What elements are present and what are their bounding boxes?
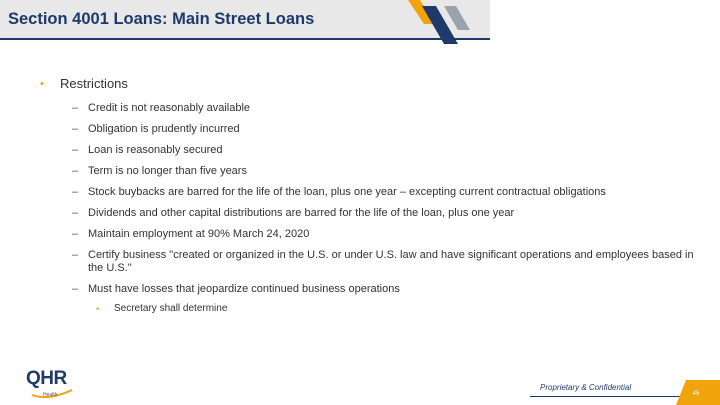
list-item <box>40 123 710 136</box>
list-item <box>40 186 710 199</box>
list-item-text: Stock buybacks are barred for the life of the loan, plus one year – excepting current contractual obligations <box>88 186 606 198</box>
list-item <box>40 207 710 220</box>
dash-icon: – <box>72 165 79 177</box>
logo-wordmark: QHR <box>26 368 67 389</box>
dash-icon: – <box>72 207 79 219</box>
footer-divider <box>530 396 680 397</box>
confidential-label: Proprietary & Confidential <box>540 383 632 392</box>
dash-icon: – <box>72 283 79 295</box>
list-item <box>40 165 710 178</box>
dash-icon: – <box>72 228 79 240</box>
list-item <box>40 249 710 275</box>
dash-icon: – <box>72 186 79 198</box>
chevron-logo-icon <box>400 0 490 46</box>
bullet-icon: • <box>40 78 44 90</box>
list-item <box>40 228 710 241</box>
list-item-text: Must have losses that jeopardize continued business operations <box>88 283 400 295</box>
sub-list-item-text: Secretary shall determine <box>114 303 228 314</box>
logo-subtext: Health <box>43 392 58 398</box>
qhr-logo <box>26 368 86 402</box>
bullet-icon: • <box>96 304 100 314</box>
heading-text: Restrictions <box>60 76 128 91</box>
list-item <box>40 102 710 115</box>
list-item-text: Certify business "created or organized in the U.S. or under U.S. law and have significant operations and employees based in the U.S." <box>88 249 694 274</box>
list-item <box>40 283 710 296</box>
sub-list-item <box>40 303 710 315</box>
list-item-text: Maintain employment at 90% March 24, 2020 <box>88 228 310 240</box>
dash-icon: – <box>72 249 79 261</box>
dash-icon: – <box>72 144 79 156</box>
dash-icon: – <box>72 123 79 135</box>
restrictions-heading <box>40 76 710 92</box>
list-item <box>40 144 710 157</box>
list-item-text: Loan is reasonably secured <box>88 144 223 156</box>
dash-icon: – <box>72 102 79 114</box>
list-item-text: Dividends and other capital distributions are barred for the life of the loan, plus one year <box>88 207 515 219</box>
slide-body <box>40 76 710 315</box>
list-item-text: Term is no longer than five years <box>88 165 247 177</box>
slide-title: Section 4001 Loans: Main Street Loans <box>8 10 315 28</box>
list-item-text: Credit is not reasonably available <box>88 102 251 114</box>
page-number: 45 <box>692 391 700 397</box>
list-item-text: Obligation is prudently incurred <box>88 123 240 135</box>
